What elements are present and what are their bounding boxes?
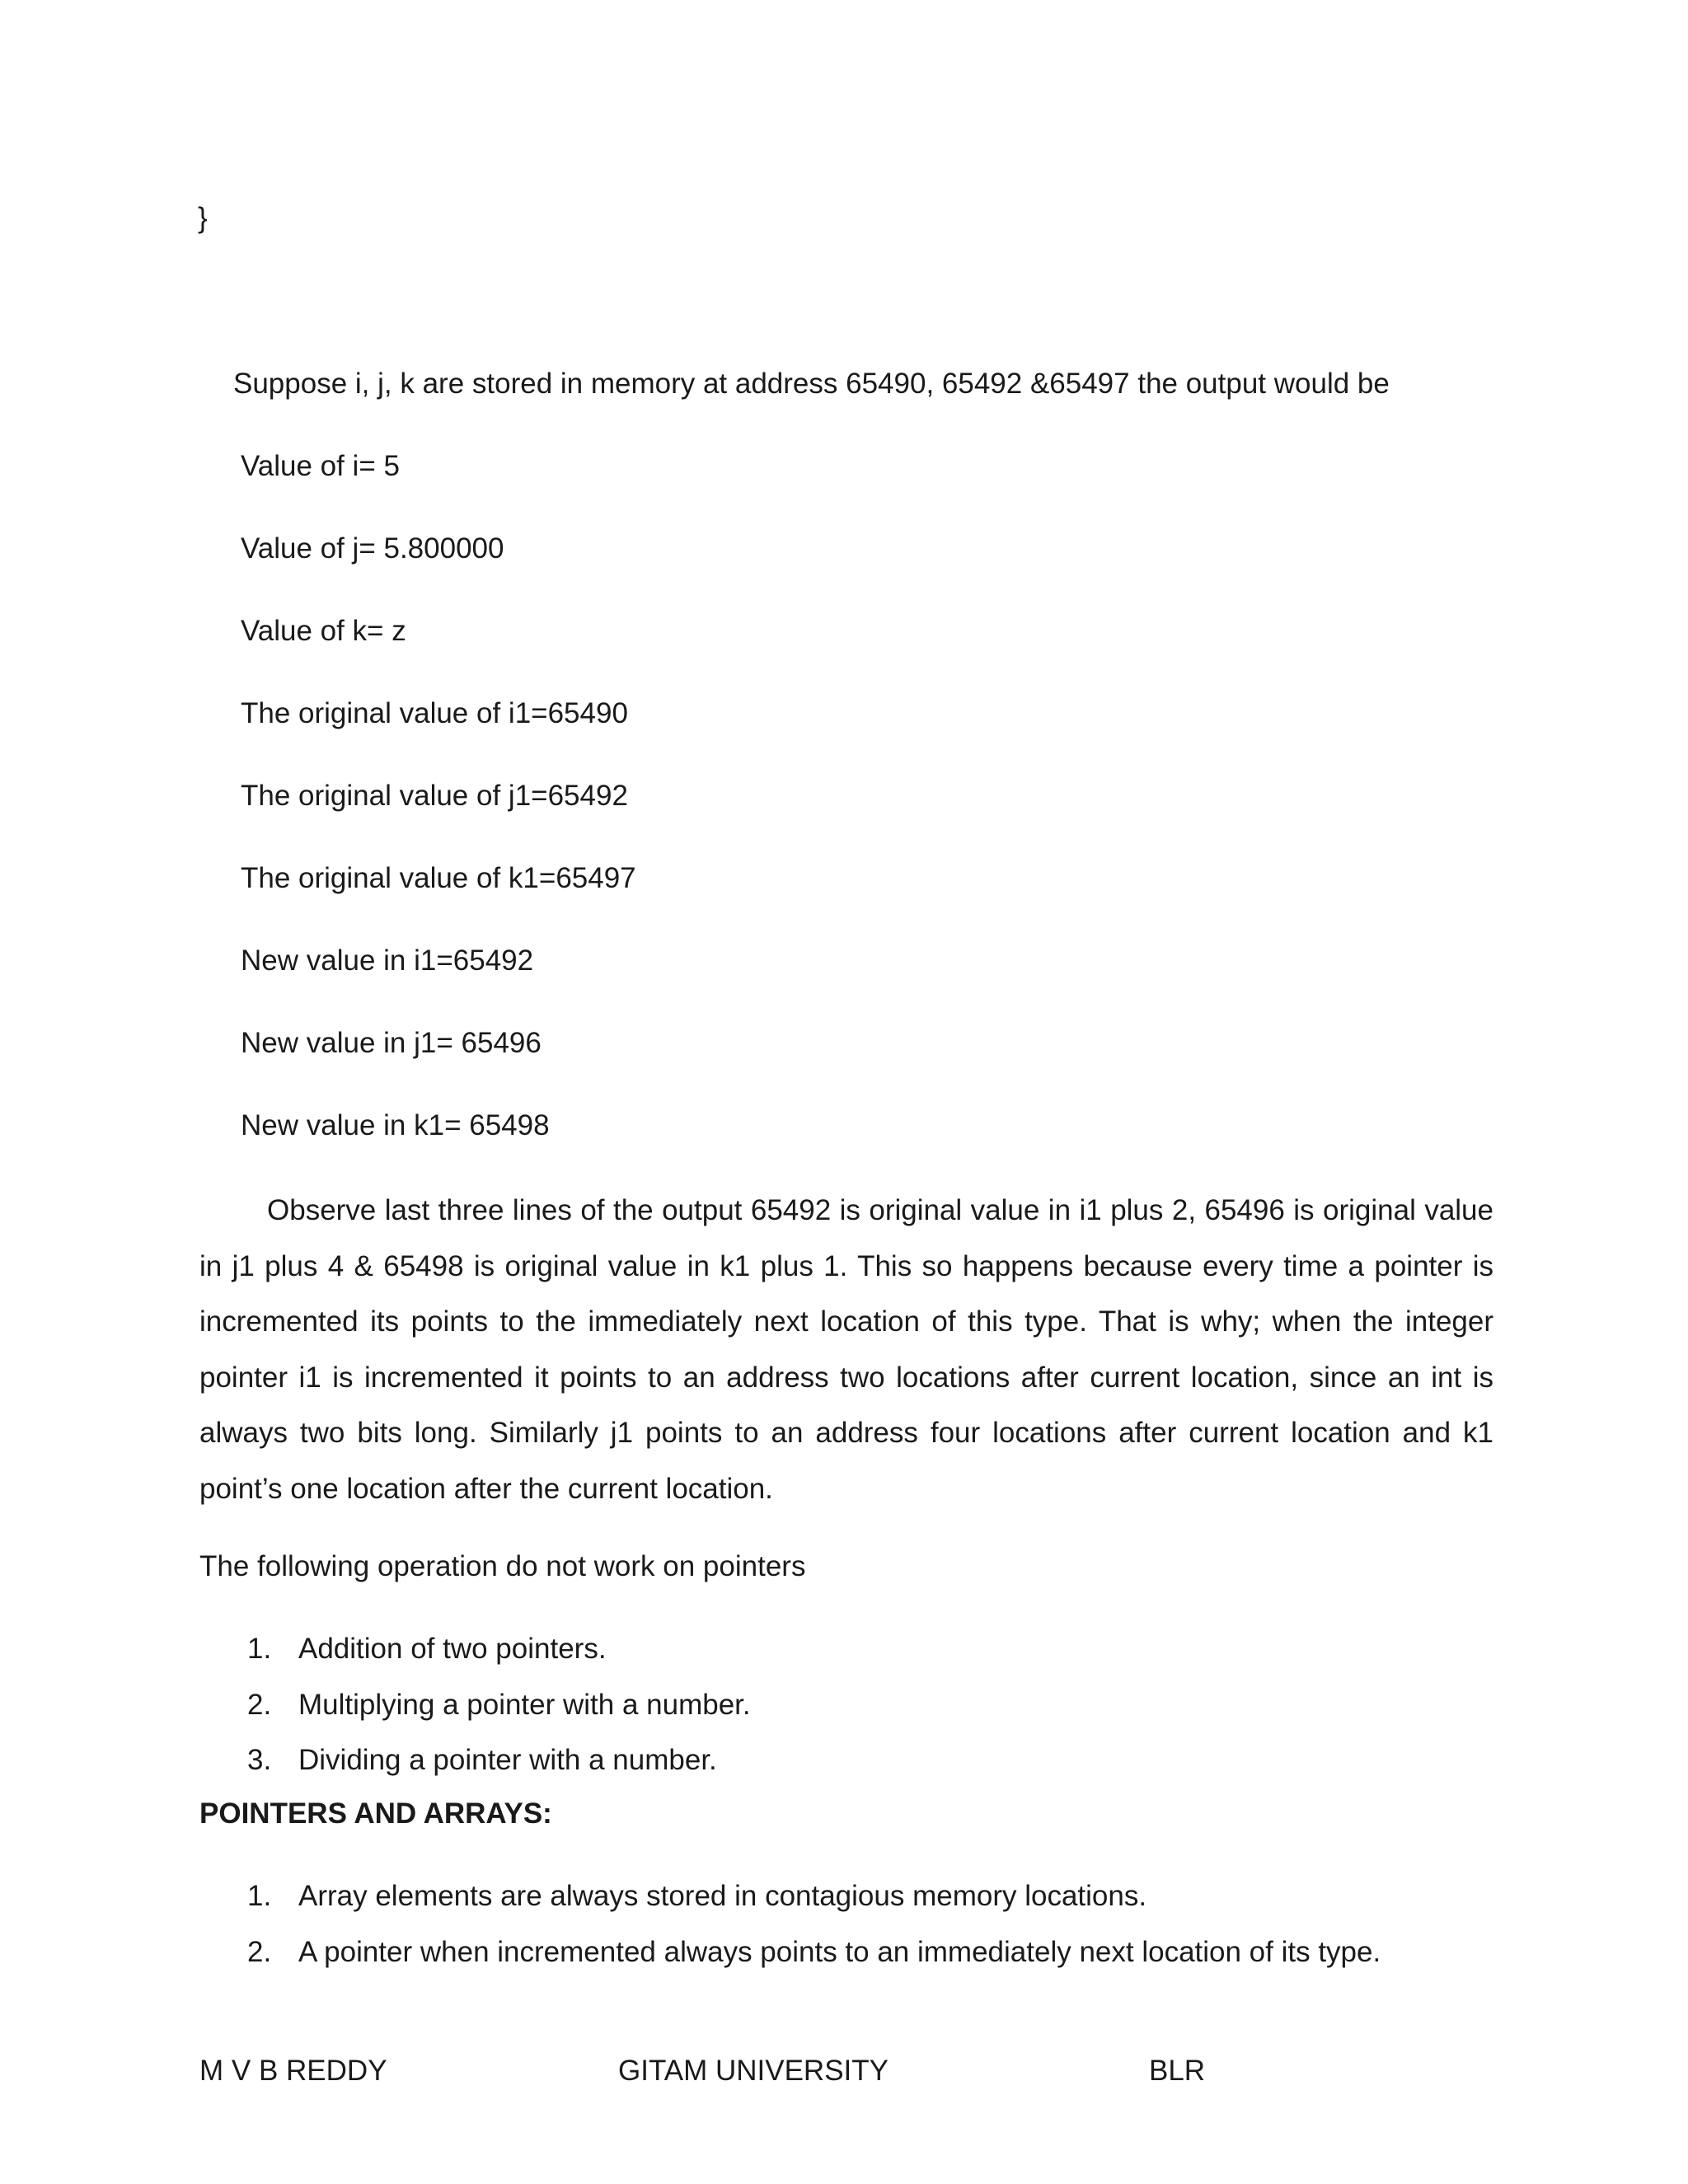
closing-brace: } <box>198 202 208 234</box>
list-number: 3. <box>247 1744 272 1776</box>
list-text: A pointer when incremented always points to an immediately next location of its type. <box>298 1935 1381 1968</box>
explanation-text: Observe last three lines of the output 65492 is original value in i1 plus 2, 65496 is original value in j1 plus 4 & 65498 is original value in k1 plus 1. This so happens because every time a pointer is incremented its points to the immediately next location of this type. That is why; when the integer pointer i1 is incremented it points to an address two locations after current location, since an int is always two bits long. Similarly j1 points to an address four locations after current location and k1 point’s one location after the current location. <box>199 1194 1493 1505</box>
output-line: Value of j= 5.800000 <box>241 532 504 565</box>
section-heading: POINTERS AND ARRAYS: <box>199 1797 552 1830</box>
list-number: 2. <box>247 1688 272 1721</box>
intro-sentence: Suppose i, j, k are stored in memory at address 65490, 65492 &65497 the output would be <box>233 368 1390 400</box>
output-line: New value in k1= 65498 <box>241 1109 550 1141</box>
list-number: 1. <box>247 1880 272 1912</box>
output-line: Value of k= z <box>241 615 406 647</box>
list-text: Dividing a pointer with a number. <box>298 1744 717 1776</box>
output-line: Value of i= 5 <box>241 450 400 482</box>
operations-intro: The following operation do not work on pointers <box>199 1550 806 1582</box>
explanation-paragraph <box>199 1183 1493 1516</box>
footer-institution: GITAM UNIVERSITY <box>618 2055 889 2087</box>
list-number: 2. <box>247 1935 272 1968</box>
output-line: The original value of k1=65497 <box>241 862 636 894</box>
output-line: The original value of i1=65490 <box>241 697 628 729</box>
list-text: Addition of two pointers. <box>298 1633 607 1665</box>
list-number: 1. <box>247 1633 272 1665</box>
list-text: Array elements are always stored in contagious memory locations. <box>298 1880 1147 1912</box>
footer-author: M V B REDDY <box>199 2055 387 2087</box>
output-line: New value in i1=65492 <box>241 944 534 977</box>
list-text: Multiplying a pointer with a number. <box>298 1688 751 1721</box>
output-line: The original value of j1=65492 <box>241 780 628 812</box>
footer-location: BLR <box>1149 2055 1206 2087</box>
output-line: New value in j1= 65496 <box>241 1027 542 1059</box>
